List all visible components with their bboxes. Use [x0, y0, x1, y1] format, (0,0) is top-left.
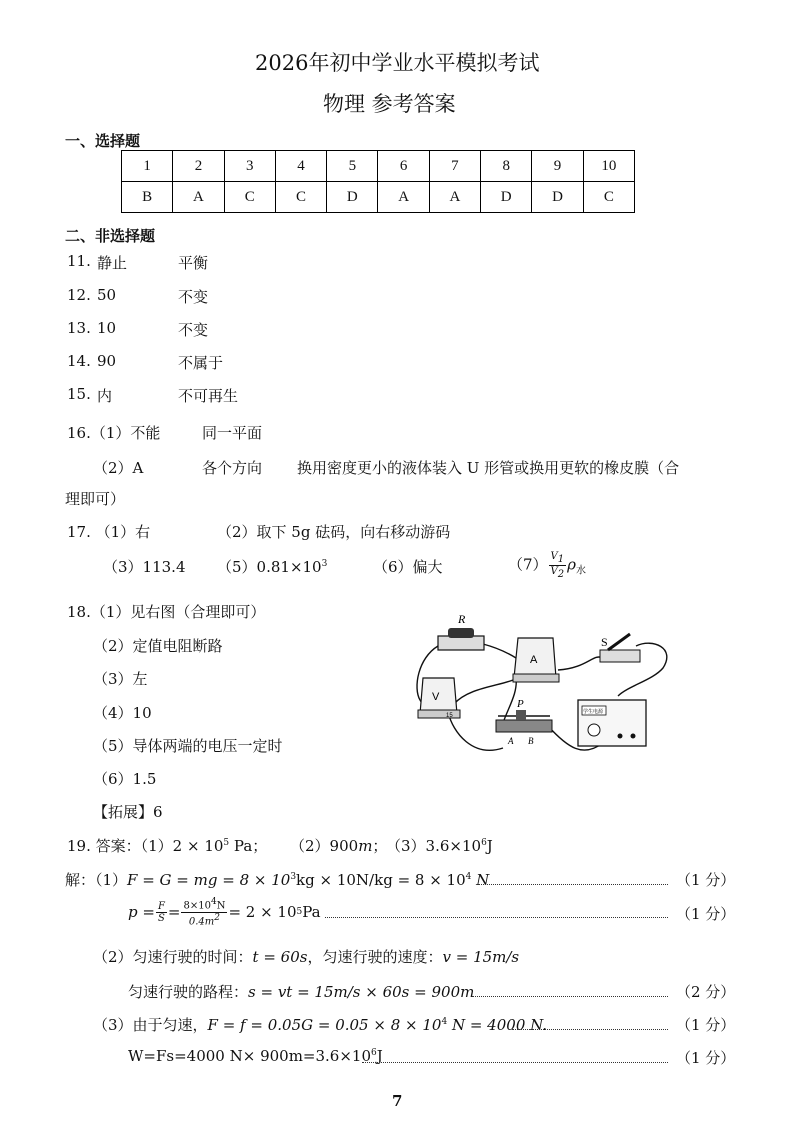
mc-number: 9	[532, 151, 583, 182]
score-5: （1 分）	[676, 1049, 736, 1067]
q16-line2-c: 换用密度更小的液体装入 U 形管或换用更软的橡皮膜（合	[297, 459, 680, 477]
pressure-lhs: p =	[128, 903, 155, 921]
v2-sub: 2	[557, 569, 565, 580]
q12-answer-1: 50	[97, 286, 117, 304]
q19-answer-3-unit: J	[486, 837, 493, 855]
q17-part5-text: （5）0.81×10	[217, 558, 322, 576]
q16-line1-b: 同一平面	[202, 424, 263, 442]
mc-answer: A	[378, 182, 429, 213]
denominator-value: 0.4m	[188, 915, 215, 927]
force-result: N = 4000 N.	[447, 1016, 548, 1034]
q15-answer-2: 不可再生	[178, 387, 239, 405]
q16-line1: 16.（1）不能	[67, 424, 161, 442]
section-non-multiple-choice: 二、非选择题	[65, 227, 156, 245]
q11-answer-1: 静止	[97, 254, 128, 272]
switch-label: S	[601, 635, 608, 649]
resistor-body	[448, 628, 474, 638]
mc-number: 3	[224, 151, 275, 182]
fraction-numerator: F	[157, 900, 165, 912]
q18-line2: （2）定值电阻断路	[93, 637, 223, 655]
power-supply-terminal	[618, 734, 623, 739]
mc-answer: D	[327, 182, 378, 213]
rho-subscript: 水	[575, 565, 586, 577]
q16-line3: 理即可）	[65, 490, 126, 508]
q15-answer-1: 内	[97, 387, 113, 405]
voltmeter-label: V	[432, 691, 440, 703]
fraction-numerator	[549, 551, 567, 566]
q19-answer-2-end: ；	[372, 837, 388, 855]
mc-number: 5	[327, 151, 378, 182]
q17-line1-b: （2）取下 5g 砝码，向右移动游码	[217, 523, 451, 541]
exam-title: 2026年初中学业水平模拟考试	[255, 51, 540, 75]
solution-1a: F = G = mg = 8 × 10	[127, 871, 291, 889]
q19-solution-2: p = $\frac{F}{S}$ = $\frac{8\times 10^4N}{0.4m^2}$ = 2 × 10 5 Pa	[128, 897, 321, 927]
page-number: 7	[392, 1092, 403, 1110]
mc-number: 10	[583, 151, 634, 182]
force-value: F = f = 0.05G = 0.05 × 8 × 10	[207, 1016, 442, 1034]
solution-1b: kg × 10N/kg = 8 × 10	[296, 871, 466, 889]
dot-leader	[362, 1062, 668, 1063]
q17-part7	[508, 551, 586, 580]
q15-number: 15.	[67, 385, 91, 403]
q17-part6: （6）偏大	[373, 558, 443, 576]
q19-answer-3-value: （3）3.6×10	[386, 837, 482, 855]
ammeter-base	[513, 674, 559, 682]
uniform-label: （3）由于匀速，	[93, 1016, 208, 1034]
power-supply-label: 学生电源	[583, 709, 604, 715]
q12-number: 12.	[67, 286, 91, 304]
q17-part3: （3）113.4	[103, 558, 186, 576]
work-unit: J	[376, 1047, 383, 1065]
fraction-numerator	[181, 897, 227, 912]
q17-volume-ratio	[549, 551, 567, 580]
q13-number: 13.	[67, 319, 91, 337]
mc-number: 1	[122, 151, 173, 182]
mc-number: 6	[378, 151, 429, 182]
v1-sub: 1	[557, 554, 565, 565]
mc-answer: C	[583, 182, 634, 213]
fraction-denominator	[187, 913, 222, 927]
dot-leader	[478, 884, 668, 885]
rheostat-p-label: P	[517, 698, 524, 710]
q19-answer-1-exp: 5	[223, 838, 230, 848]
force-exp: 4	[441, 1017, 448, 1027]
q18-line4: （4）10	[93, 704, 152, 722]
q19-solution-3	[93, 946, 519, 967]
v1: V	[550, 551, 558, 562]
dot-leader	[472, 996, 668, 997]
q17-part7-label: （7）	[508, 555, 548, 574]
q19-answer-2-unit: m	[358, 837, 373, 855]
q19-solution-6	[128, 1047, 383, 1065]
voltmeter-terminal: 15	[446, 713, 453, 719]
pressure-result: = 2 × 10	[228, 903, 297, 921]
distance-label: 匀速行驶的路程：	[128, 983, 249, 1001]
denominator-exp: 2	[214, 912, 221, 923]
q17-line1: 17. （1）右	[67, 523, 151, 541]
fraction-values	[181, 897, 227, 927]
q19-solution-5	[93, 1014, 547, 1035]
mc-number: 8	[481, 151, 532, 182]
distance-value: s = vt = 15m/s × 60s = 900m	[248, 983, 475, 1001]
q18-line5: （5）导体两端的电压一定时	[93, 737, 283, 755]
score-4: （1 分）	[676, 1016, 736, 1034]
v2: V	[550, 566, 558, 577]
q16-line2-b: 各个方向	[202, 459, 263, 477]
fraction-f-over-s	[156, 901, 167, 924]
section-multiple-choice: 一、选择题	[65, 132, 141, 150]
q14-answer-2: 不属于	[178, 354, 224, 372]
q13-answer-1: 10	[97, 319, 117, 337]
q13-answer-2: 不变	[178, 321, 209, 339]
work-value: W=Fs=4000 N× 900m=3.6×10	[128, 1047, 371, 1065]
q19-answer-3-exp: 6	[481, 838, 487, 848]
mc-answer: A	[429, 182, 480, 213]
q19-answers	[67, 835, 267, 856]
circuit-diagram	[408, 608, 686, 768]
exam-subtitle: 物理 参考答案	[323, 92, 456, 116]
q11-number: 11.	[67, 252, 91, 270]
numerator-exp: 4	[210, 897, 217, 908]
ammeter-label: A	[530, 654, 538, 666]
q19-solution-1	[65, 869, 489, 890]
mc-answer: D	[532, 182, 583, 213]
rheostat-b-label: B	[528, 736, 534, 746]
q18-line1: 18.（1）见右图（合理即可）	[67, 603, 266, 621]
speed-value: v = 15m/s	[442, 948, 520, 966]
pressure-unit: Pa	[302, 903, 321, 921]
mc-answer: C	[275, 182, 326, 213]
q12-answer-2: 不变	[178, 288, 209, 306]
time-value: t = 60s	[252, 948, 308, 966]
solution-1c: N	[471, 871, 490, 889]
score-2: （1 分）	[676, 905, 736, 923]
mc-answer: A	[173, 182, 224, 213]
fraction-denominator: S	[158, 912, 165, 924]
time-label: （2）匀速行驶的时间：	[93, 948, 253, 966]
q19-answer-1-unit: Pa；	[229, 837, 268, 855]
q19-solution-4	[128, 981, 474, 1002]
mc-answer: C	[224, 182, 275, 213]
rho-symbol: ρ	[567, 555, 576, 574]
q19-answer-2	[290, 835, 387, 856]
resistor-label: R	[458, 612, 466, 626]
fraction-denominator	[549, 566, 567, 580]
solution-label: 解：（1）	[65, 871, 128, 889]
numerator-value: 8×10	[183, 900, 211, 912]
solution-1-exp2: 4	[465, 872, 472, 882]
rheostat-a-label: A	[508, 736, 514, 746]
q11-answer-2: 平衡	[178, 254, 209, 272]
numerator-unit: N	[216, 900, 226, 912]
q17-part5	[217, 556, 327, 577]
power-supply-knob	[588, 724, 600, 736]
q16-line2: （2）A	[93, 459, 144, 477]
rheostat-slider	[516, 710, 526, 720]
table-row	[122, 182, 635, 213]
power-supply-terminal	[631, 734, 636, 739]
q19-answer-2-value: （2）900	[290, 837, 359, 855]
dot-leader	[325, 917, 668, 918]
q19-answer-3	[386, 835, 493, 856]
q18-extension: 【拓展】6	[93, 803, 163, 821]
q14-number: 14.	[67, 352, 91, 370]
dot-leader	[512, 1029, 668, 1030]
mc-answer-table	[121, 150, 635, 213]
table-row	[122, 151, 635, 182]
work-exp: 6	[371, 1048, 377, 1058]
q18-line3: （3）左	[93, 670, 148, 688]
rheostat-coil	[496, 720, 552, 732]
q14-answer-1: 90	[97, 352, 117, 370]
q19-answer-1: 19. 答案：（1）2 × 10	[67, 837, 224, 855]
voltmeter-base	[418, 710, 460, 718]
switch-lever	[608, 634, 630, 650]
q17-part5-exp: 3	[321, 559, 328, 569]
mc-number: 4	[275, 151, 326, 182]
resistor-base	[438, 636, 484, 650]
wire	[558, 657, 603, 670]
q18-line6: （6）1.5	[93, 770, 157, 788]
speed-label: ，匀速行驶的速度：	[307, 948, 443, 966]
switch-base	[600, 650, 640, 662]
pressure-exp: 5	[296, 907, 303, 917]
wire	[483, 644, 516, 658]
solution-1-exp1: 3	[290, 872, 297, 882]
score-3: （2 分）	[676, 983, 736, 1001]
score-1: （1 分）	[676, 871, 736, 889]
wire	[454, 680, 513, 704]
mc-number: 2	[173, 151, 224, 182]
mc-answer: D	[481, 182, 532, 213]
mc-answer: B	[122, 182, 173, 213]
mc-number: 7	[429, 151, 480, 182]
